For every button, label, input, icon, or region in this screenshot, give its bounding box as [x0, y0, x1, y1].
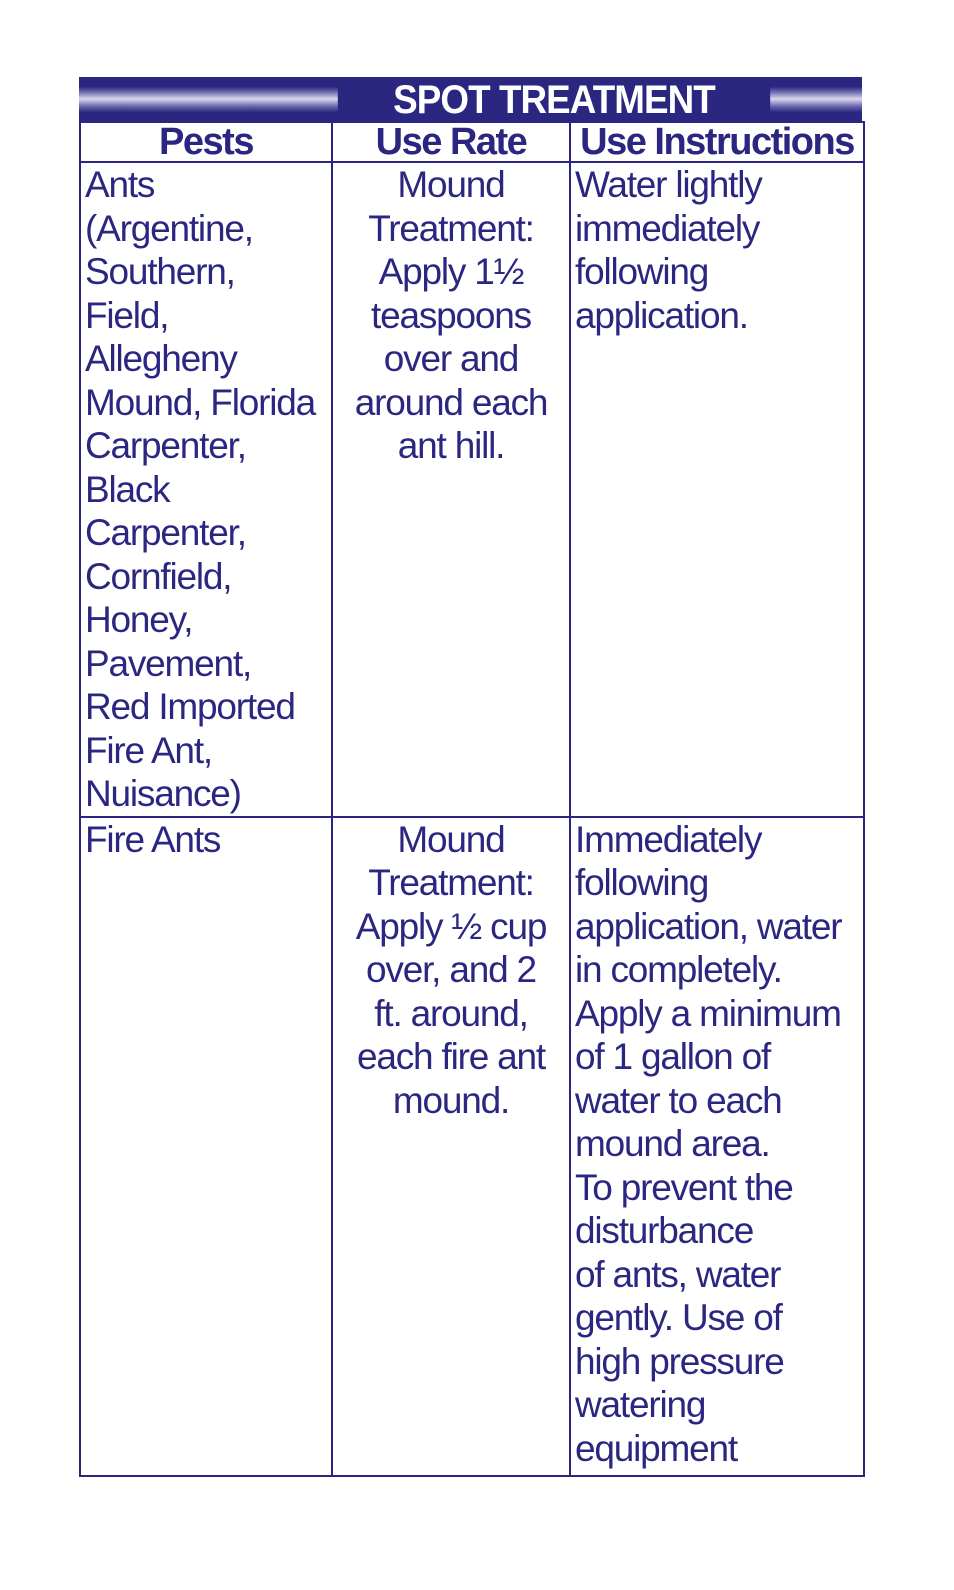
header-row — [80, 122, 864, 162]
use-rate-text: Mound Treatment: Apply 1½ teaspoons over and around each ant hill. — [354, 164, 548, 466]
use-instructions-text: Immediately following application, water in completely. Apply a minimum of 1 gallon of water to each mound area. To prevent the disturbance of ants, water gently. Use of high pressure watering equipment — [575, 818, 842, 1469]
use-instructions-cell — [570, 817, 864, 1476]
pests-text: Fire Ants — [85, 818, 221, 860]
table-title: SPOT TREATMENT — [338, 77, 770, 121]
use-instructions-cell — [570, 162, 864, 817]
pests-cell — [80, 162, 332, 817]
use-instructions-text: Water lightly immediately following application. — [575, 164, 762, 336]
column-header-use-instructions: Use Instructions — [570, 122, 864, 162]
spot-treatment-table — [79, 121, 865, 1477]
column-header-pests: Pests — [80, 122, 332, 162]
title-banner — [79, 77, 862, 121]
table-row — [80, 817, 864, 1476]
use-rate-cell — [332, 162, 570, 817]
pests-cell — [80, 817, 332, 1476]
column-header-use-rate: Use Rate — [332, 122, 570, 162]
pests-text: Ants (Argentine, Southern, Field, Allegheny Mound, Florida Carpenter, Black Carpenter, Cornfield, Honey, Pavement, Red Imported Fire Ant, Nuisance) — [85, 164, 315, 814]
use-rate-text: Mound Treatment: Apply ½ cup over, and 2 ft. around, each fire ant mound. — [355, 818, 547, 1121]
use-rate-cell — [332, 817, 570, 1476]
table-row — [80, 162, 864, 817]
